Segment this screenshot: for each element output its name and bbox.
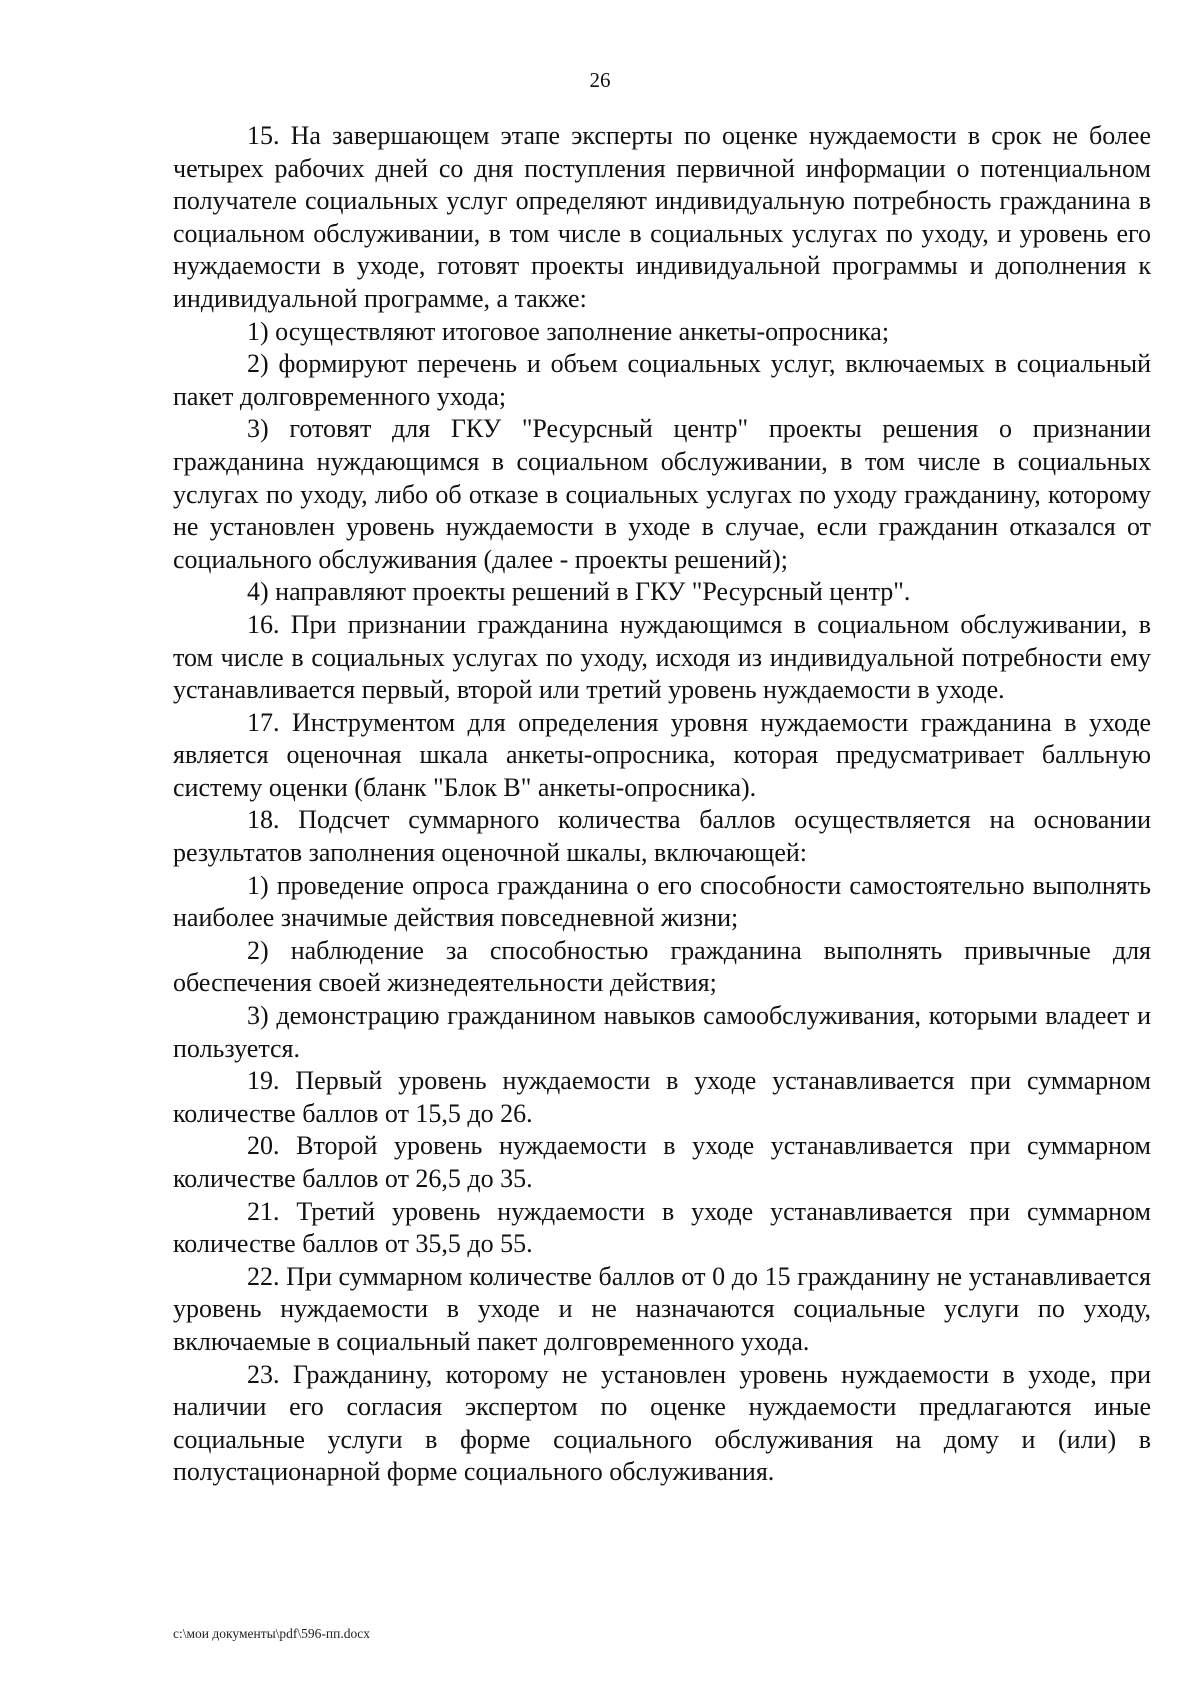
paragraph-19: 19. Первый уровень нуждаемости в уходе устанавливается при суммарном количестве баллов от 15,5 до 26. xyxy=(173,1066,1151,1128)
paragraph-16: 16. При признании гражданина нуждающимся в социальном обслуживании, в том числе в социальных услугах по уходу, исходя из индивидуальной потребности ему устанавливается первый, второй или третий уровень нуждаемости в уходе. xyxy=(173,609,1151,705)
footer-file-path: c:\мои документы\pdf\596-пп.docx xyxy=(173,1626,370,1641)
paragraph-18: 18. Подсчет суммарного количества баллов осуществляется на основании результатов заполнения оценочной шкалы, включающей: xyxy=(173,805,1151,868)
paragraph-15-item-2: 2) формируют перечень и объем социальных услуг, включаемых в социальный пакет долговременного ухода; xyxy=(173,349,1151,411)
paragraph-15-item-1: 1) осуществляют итоговое заполнение анкеты-опросника; xyxy=(247,316,890,346)
paragraph-23: 23. Гражданину, которому не установлен уровень нуждаемости в уходе, при наличии его согласия экспертом по оценке нуждаемости предлагаются иные социальные услуги в форме социального обслуживания на дому и (или) в полустационарной форме социального обслуживания. xyxy=(173,1359,1151,1487)
paragraph-17: 17. Инструментом для определения уровня нуждаемости гражданина в уходе является оценочная шкала анкеты-опросника, которая предусматривает балльную систему оценки (бланк "Блок В" анкеты-опросника). xyxy=(173,707,1151,802)
paragraph-15: 15. На завершающем этапе эксперты по оценке нуждаемости в срок не более четырех рабочих дней со дня поступления первичной информации о потенциальном получателе социальных услуг определяют индивидуальную потребность гражданина в социальном обслуживании, в том числе в социальных услугах по уходу, и уровень его нуждаемости в уходе, готовят проекты индивидуальной программы и дополнения к индивидуальной программе, а также: xyxy=(173,121,1151,313)
paragraph-15-item-3: 3) готовят для ГКУ "Ресурсный центр" проекты решения о признании гражданина нуждающимся в социальном обслуживании, в том числе в социальных услугах по уходу, либо об отказе в социальных услугах по уходу гражданину, которому не установлен уровень нуждаемости в уходе в случае, если гражданин отказался от социального обслуживания (далее - проекты решений); xyxy=(173,414,1151,574)
paragraph-18-item-2: 2) наблюдение за способностью гражданина выполнять привычные для обеспечения своей жизнедеятельности действия; xyxy=(173,935,1151,998)
paragraph-18-item-1: 1) проведение опроса гражданина о его способности самостоятельно выполнять наиболее значимые действия повседневной жизни; xyxy=(173,870,1151,933)
paragraph-20: 20. Второй уровень нуждаемости в уходе устанавливается при суммарном количестве баллов от 26,5 до 35. xyxy=(173,1131,1151,1193)
paragraph-21: 21. Третий уровень нуждаемости в уходе устанавливается при суммарном количестве баллов от 35,5 до 55. xyxy=(173,1196,1151,1259)
paragraph-22: 22. При суммарном количестве баллов от 0 до 15 гражданину не устанавливается уровень нуждаемости в уходе и не назначаются социальные услуги по уходу, включаемые в социальный пакет долговременного ухода. xyxy=(173,1261,1151,1356)
paragraph-15-item-4: 4) направляют проекты решений в ГКУ "Ресурсный центр". xyxy=(247,577,911,607)
paragraph-18-item-3: 3) демонстрацию гражданином навыков самообслуживания, которыми владеет и пользуется. xyxy=(173,1001,1151,1063)
document-body xyxy=(173,120,1151,1489)
page-number: 26 xyxy=(589,68,611,92)
